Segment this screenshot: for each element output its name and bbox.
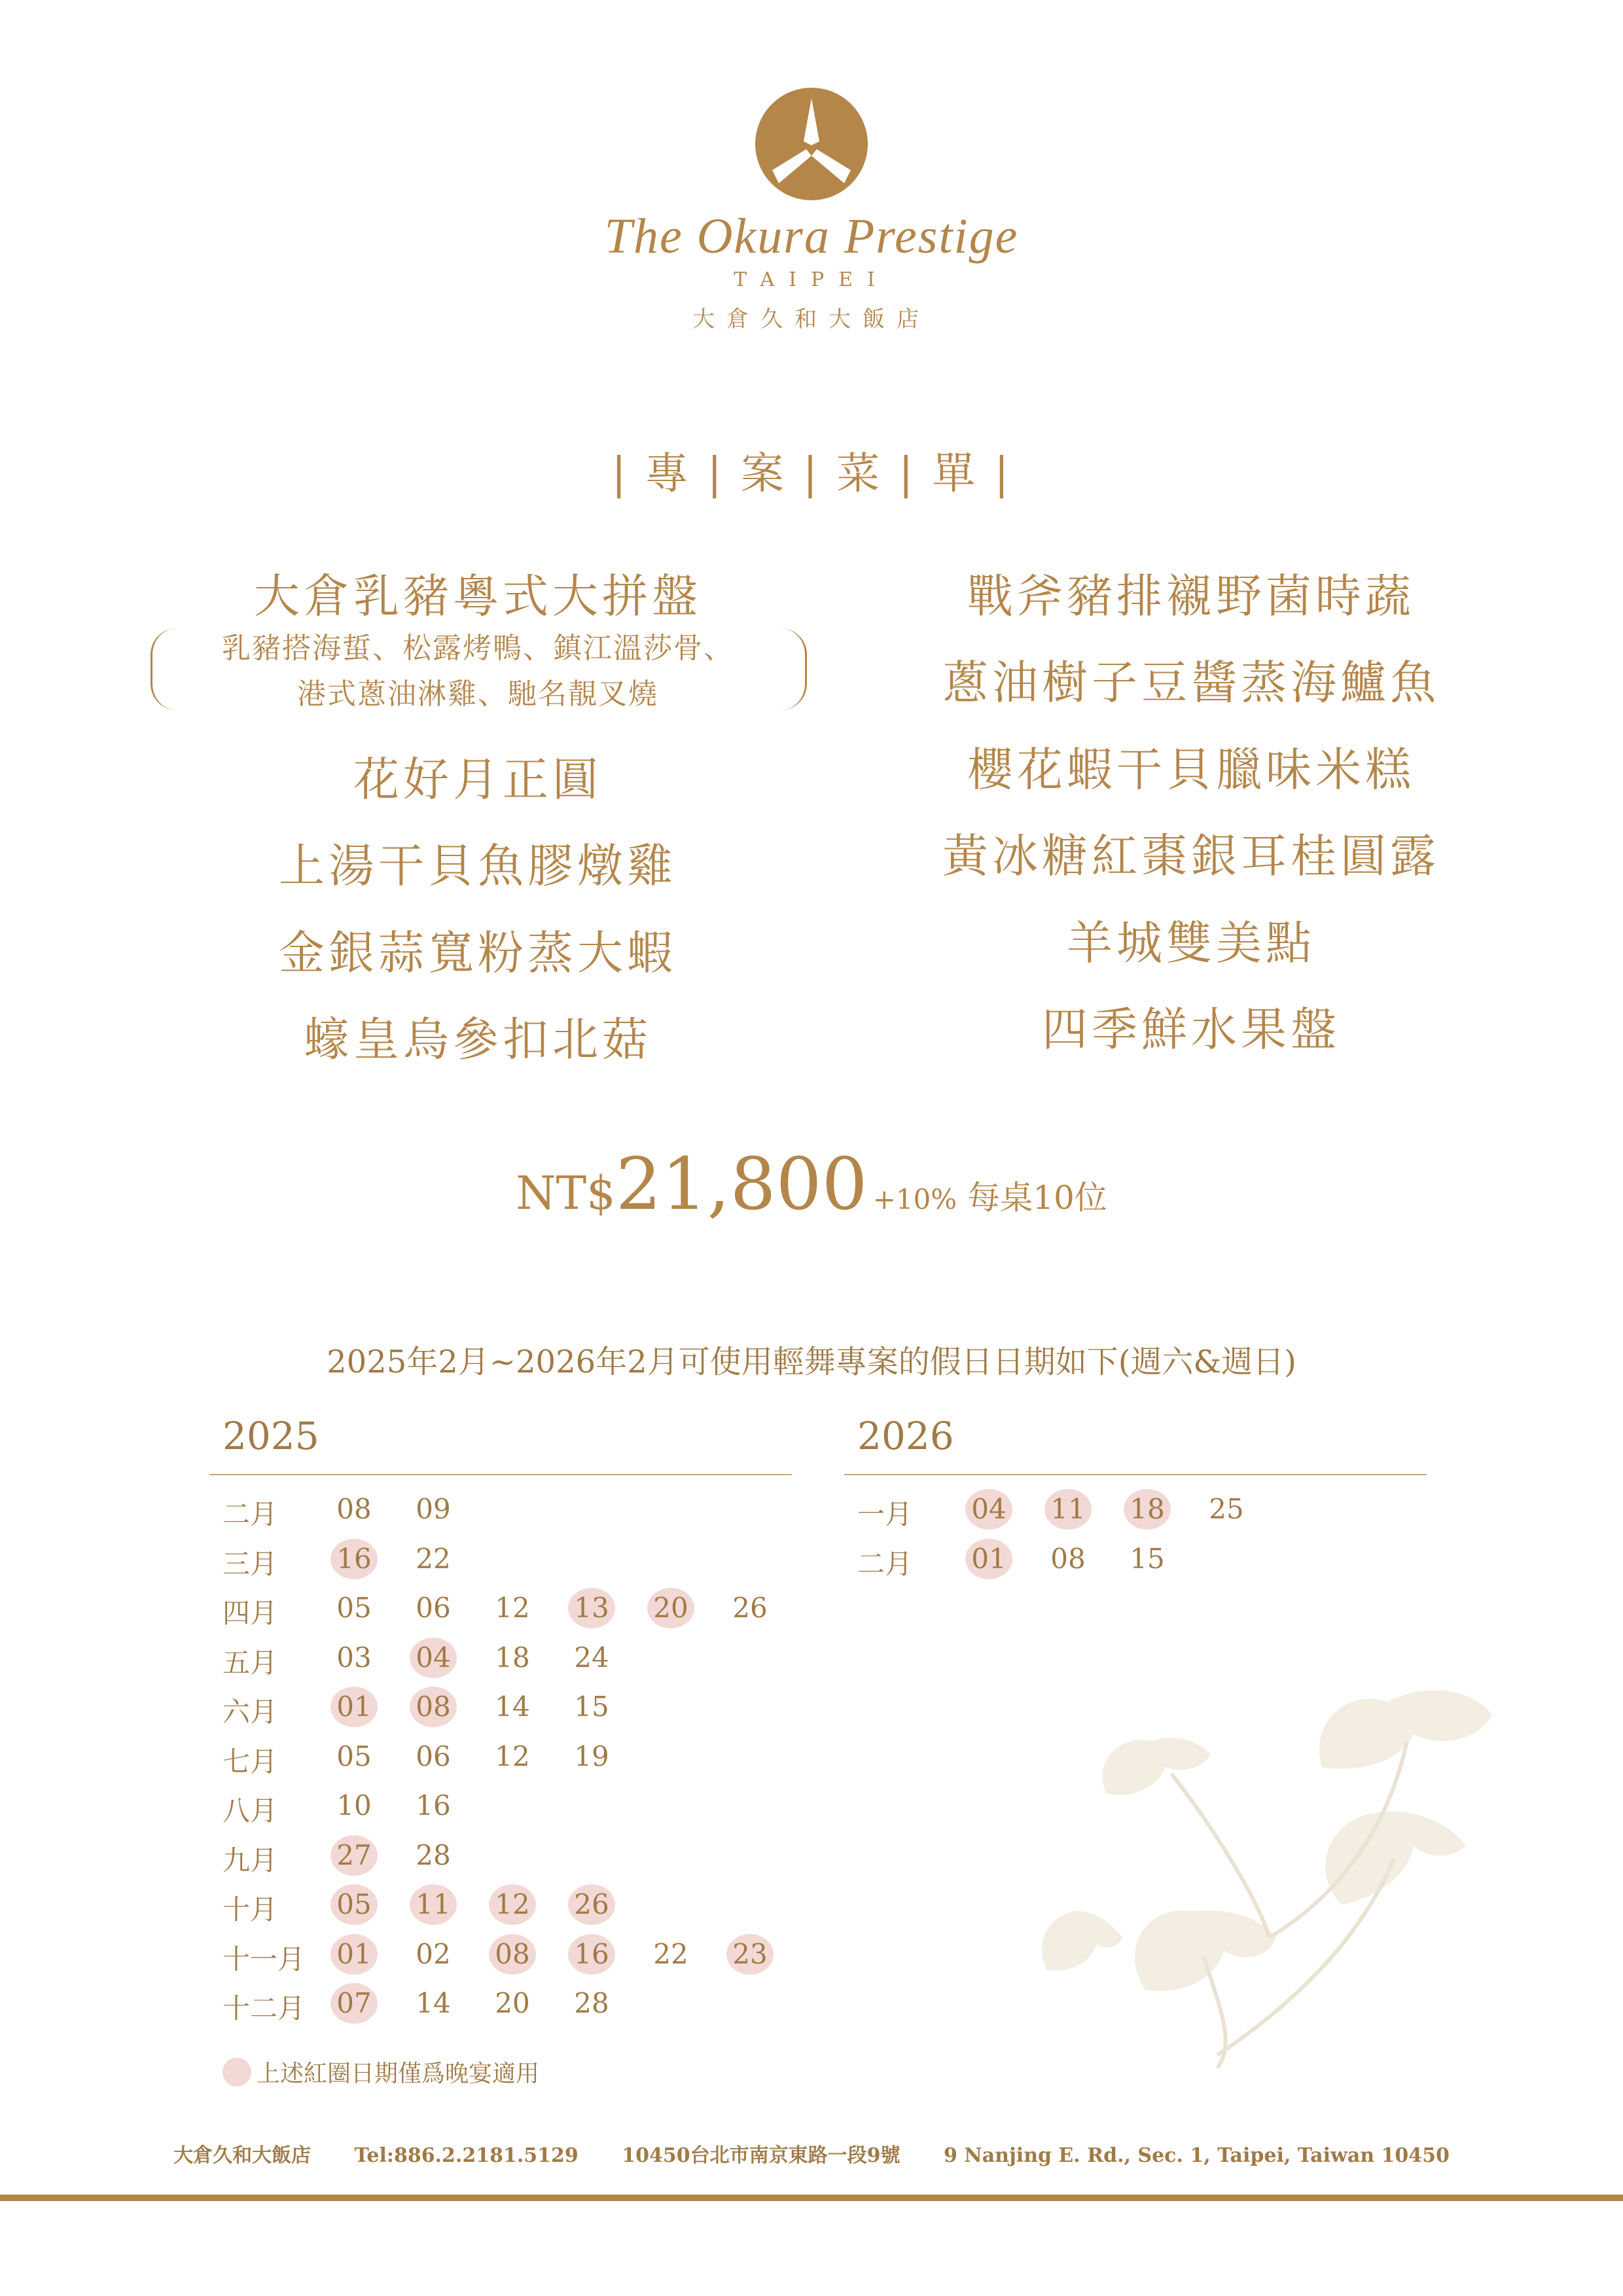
date-highlighted: 20 [647, 1588, 694, 1628]
month-label: 十一月 [223, 1943, 306, 1975]
month-label: 十月 [223, 1893, 278, 1926]
price-row [0, 1142, 1623, 1226]
date-highlighted: 01 [965, 1539, 1012, 1579]
month-label: 二月 [223, 1498, 278, 1530]
dish-right-4: 黃冰糖紅棗銀耳桂圓露 [942, 829, 1440, 883]
month-label: 五月 [223, 1646, 278, 1679]
month-label: 六月 [223, 1696, 278, 1728]
date: 08 [336, 1493, 372, 1525]
date: 24 [574, 1641, 609, 1674]
dish-left-1: 大倉乳豬粵式大拼盤 [254, 569, 702, 623]
menu-title: | 專 | 案 | 菜 | 單 | [611, 448, 1012, 499]
brand-name-zh: 大倉久和大飯店 [692, 306, 931, 332]
date: 06 [416, 1740, 451, 1772]
date-highlighted: 08 [489, 1934, 536, 1975]
date: 28 [574, 1987, 609, 2019]
dish-right-5: 羊城雙美點 [1067, 916, 1315, 970]
date: 14 [416, 1987, 451, 2019]
date-highlighted: 18 [1124, 1489, 1171, 1530]
date: 10 [336, 1789, 372, 1821]
dish-left-2: 花好月正圓 [353, 753, 602, 806]
month-label: 四月 [223, 1597, 278, 1629]
date-highlighted: 27 [330, 1835, 378, 1876]
date-highlighted: 01 [330, 1687, 378, 1727]
dish-right-1: 戰斧豬排襯野菌時蔬 [967, 569, 1415, 623]
okura-logo-icon [753, 85, 870, 203]
year-2025-divider [209, 1474, 792, 1475]
date: 06 [416, 1592, 451, 1624]
month-label: 八月 [223, 1795, 278, 1827]
date: 25 [1209, 1493, 1244, 1525]
brand-city: TAIPEI [734, 268, 889, 291]
dish-right-3: 櫻花蝦干貝臘味米糕 [967, 743, 1415, 797]
date-highlighted: 11 [410, 1884, 457, 1925]
month-label: 一月 [857, 1498, 913, 1530]
year-2025-label: 2025 [223, 1414, 319, 1458]
date-highlighted: 04 [410, 1638, 457, 1678]
legend-dot [223, 2058, 251, 2087]
footer-address-en: 9 Nanjing E. Rd., Sec. 1, Taipei, Taiwan 10450 [943, 2144, 1450, 2167]
date-highlighted: 13 [568, 1588, 615, 1628]
date-highlighted: 05 [330, 1884, 378, 1925]
date-highlighted: 11 [1044, 1489, 1092, 1530]
dish-right-6: 四季鮮水果盤 [1042, 1003, 1340, 1056]
date-highlighted: 16 [568, 1934, 615, 1975]
date: 09 [416, 1493, 451, 1525]
price-suffix: +10% [872, 1183, 957, 1215]
date: 08 [1050, 1542, 1086, 1575]
dish-note [151, 626, 805, 717]
date-highlighted: 08 [410, 1687, 457, 1727]
dish-right-2: 蔥油樹子豆醬蒸海鱸魚 [942, 656, 1440, 709]
price-amount: 21,800 [615, 1142, 868, 1226]
price-table-size: 每桌10位 [967, 1179, 1107, 1217]
date: 19 [574, 1740, 609, 1772]
date: 18 [495, 1641, 530, 1674]
date: 20 [495, 1987, 530, 2019]
brand-name: The Okura Prestige [604, 209, 1019, 264]
date: 12 [495, 1592, 530, 1624]
date: 05 [336, 1740, 372, 1772]
date: 22 [653, 1937, 688, 1970]
ginkgo-leaves-icon [1021, 1662, 1531, 2121]
calendar-note: 2025年2月~2026年2月可使用輕舞專案的假日日期如下(週六&週日) [327, 1344, 1296, 1380]
date: 12 [495, 1740, 530, 1772]
date-highlighted: 04 [965, 1489, 1012, 1530]
date-highlighted: 23 [726, 1934, 774, 1975]
dish-note-line1: 乳豬搭海蜇、松露烤鴨、鎮江溫莎骨、 [222, 632, 734, 665]
month-label: 十二月 [223, 1992, 306, 2024]
footer-address-zh: 10450台北市南京東路一段9號 [622, 2144, 901, 2167]
date-highlighted: 07 [330, 1983, 378, 2024]
month-label: 九月 [223, 1844, 278, 1876]
dish-left-5: 蠔皇烏參扣北菇 [304, 1013, 652, 1066]
date: 22 [416, 1542, 451, 1575]
month-label: 三月 [223, 1547, 278, 1580]
dish-left-4: 金銀蒜寬粉蒸大蝦 [279, 926, 677, 980]
year-2026-label: 2026 [857, 1414, 954, 1458]
date: 05 [336, 1592, 372, 1624]
date-highlighted: 12 [489, 1884, 536, 1925]
footer-hotel-name: 大倉久和大飯店 [173, 2144, 312, 2167]
date-highlighted: 16 [330, 1539, 378, 1579]
year-2026-divider [844, 1474, 1427, 1475]
legend-text: 上述紅圈日期僅爲晚宴適用 [257, 2060, 540, 2087]
date: 15 [574, 1691, 609, 1723]
date: 28 [416, 1839, 451, 1871]
date: 16 [416, 1789, 451, 1821]
footer-bar [0, 2195, 1623, 2201]
date: 15 [1130, 1542, 1165, 1575]
footer-tel: Tel:886.2.2181.5129 [354, 2144, 579, 2167]
footer [0, 2139, 1623, 2168]
date: 03 [336, 1641, 372, 1674]
date: 14 [495, 1691, 530, 1723]
date: 02 [416, 1937, 451, 1970]
date: 26 [732, 1592, 768, 1624]
dish-left-3: 上湯干貝魚膠燉雞 [279, 839, 677, 893]
dish-note-line2: 港式蔥油淋雞、馳名靚叉燒 [297, 677, 658, 711]
date-highlighted: 26 [568, 1884, 615, 1925]
price-prefix: NT$ [516, 1166, 616, 1220]
date-highlighted: 01 [330, 1934, 378, 1975]
month-label: 七月 [223, 1745, 278, 1778]
month-label: 二月 [857, 1547, 913, 1580]
